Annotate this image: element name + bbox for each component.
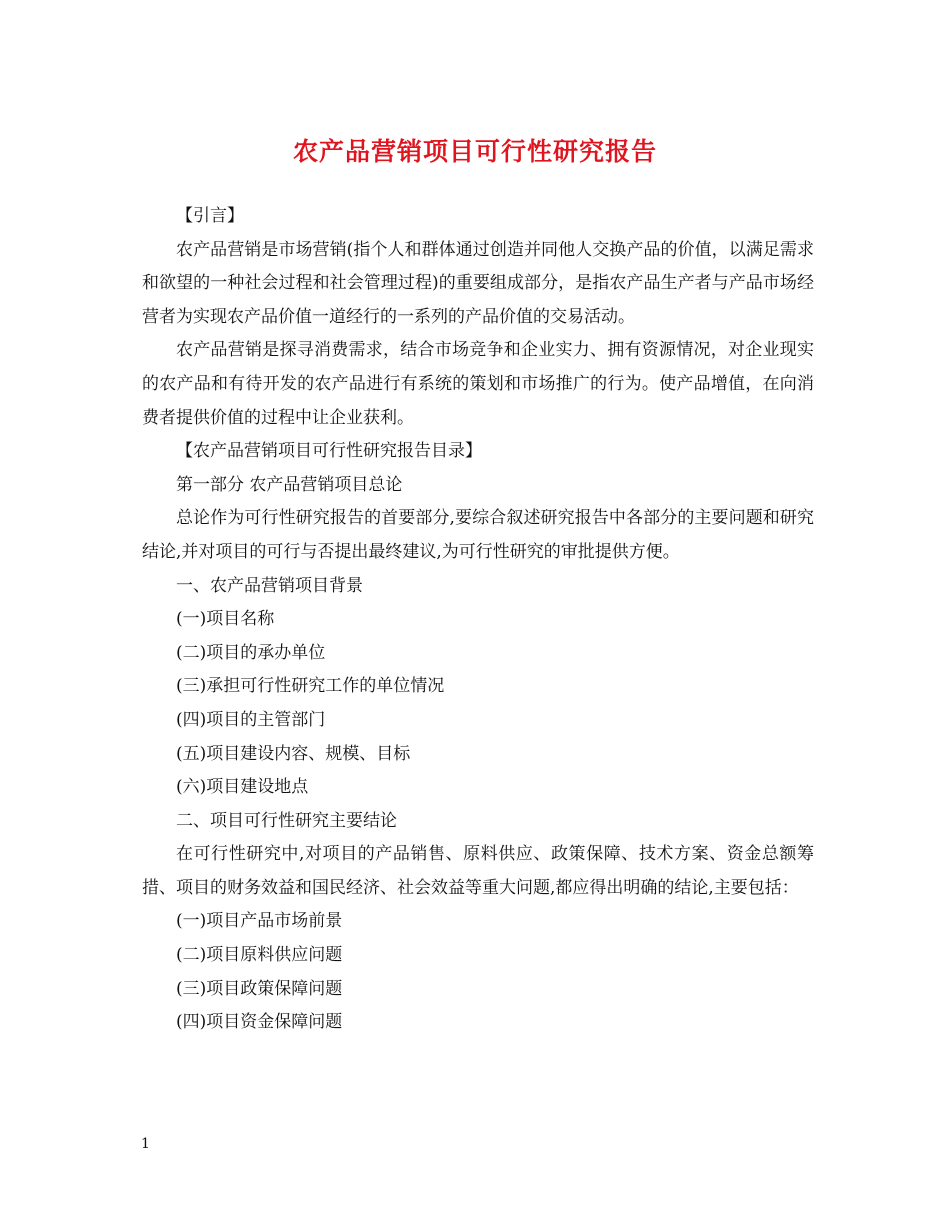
paragraph: 总论作为可行性研究报告的首要部分,要综合叙述研究报告中各部分的主要问题和研究结论,并对项目的可行与否提出最终建议,为可行性研究的审批提供方便。 — [142, 508, 814, 562]
paragraph: (一)项目名称 — [176, 609, 275, 630]
paragraph: 第一部分 农产品营销项目总论 — [176, 474, 403, 495]
paragraph: 【农产品营销项目可行性研究报告目录】 — [176, 441, 482, 462]
paragraph: (三)项目政策保障问题 — [176, 978, 343, 999]
paragraph: (五)项目建设内容、规模、目标 — [176, 743, 411, 764]
paragraph: 一、农产品营销项目背景 — [176, 575, 363, 596]
page-number: 1 — [141, 1136, 150, 1152]
document-title: 农产品营销项目可行性研究报告 — [292, 137, 657, 166]
document-body — [142, 200, 814, 1040]
paragraph: 在可行性研究中,对项目的产品销售、原料供应、政策保障、技术方案、资金总额筹措、项目的财务效益和国民经济、社会效益等重大问题,都应得出明确的结论,主要包括： — [142, 844, 814, 898]
paragraph: (四)项目资金保障问题 — [176, 1012, 343, 1033]
paragraph: 农产品营销是市场营销(指个人和群体通过创造并同他人交换产品的价值，以满足需求和欲望的一种社会过程和社会管理过程)的重要组成部分，是指农产品生产者与产品市场经营者为实现农产品价值一道经行的一系列的产品价值的交易活动。 — [142, 239, 814, 327]
paragraph: 二、项目可行性研究主要结论 — [176, 810, 397, 831]
paragraph: (一)项目产品市场前景 — [176, 911, 343, 932]
paragraph: (二)项目的承办单位 — [176, 642, 326, 663]
paragraph: 农产品营销是探寻消费需求，结合市场竞争和企业实力、拥有资源情况，对企业现实的农产品和有待开发的农产品进行有系统的策划和市场推广的行为。使产品增值，在向消费者提供价值的过程中让企业获利。 — [142, 340, 814, 428]
paragraph: (二)项目原料供应问题 — [176, 945, 343, 966]
paragraph: (六)项目建设地点 — [176, 777, 309, 798]
paragraph: (三)承担可行性研究工作的单位情况 — [176, 676, 445, 697]
paragraph: 【引言】 — [176, 206, 244, 226]
paragraph: (四)项目的主管部门 — [176, 709, 326, 730]
